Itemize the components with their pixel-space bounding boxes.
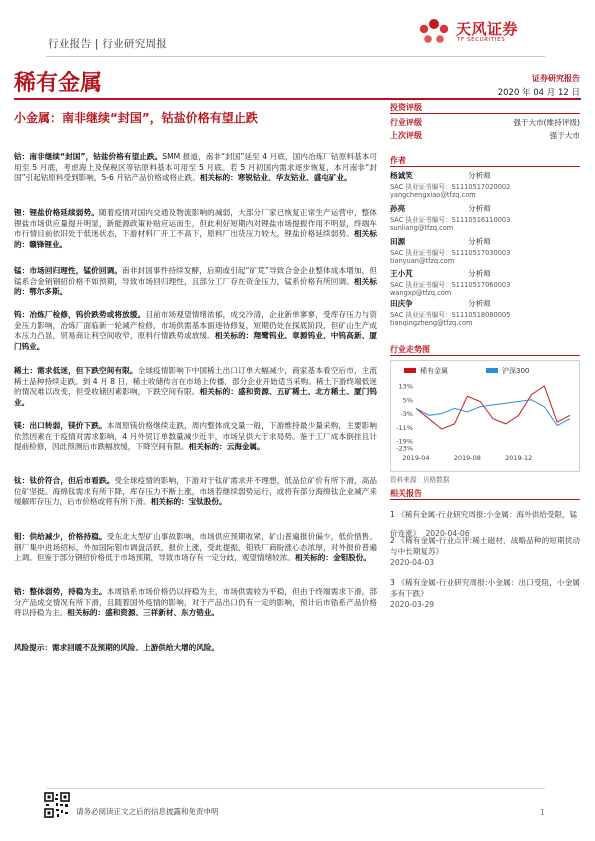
- industry-title: 稀有金属: [14, 71, 103, 96]
- risk-warning: [14, 643, 377, 654]
- disclaimer-notice[interactable]: 请务必阅读正文之后的信息披露和免责申明: [76, 807, 219, 816]
- chart-source: 资料来源：贝格数据: [390, 476, 450, 484]
- x-tick-label: 2019-12: [505, 454, 533, 462]
- paragraph-lead: 稀土：需求低迷，但下跌空间有限。: [14, 366, 138, 375]
- authors-title: 作者: [390, 156, 406, 165]
- related-stocks-label: 相关标的：: [294, 553, 333, 563]
- author-role: 分析师: [468, 237, 491, 246]
- paragraph-tungsten: [14, 310, 377, 352]
- related-stocks: 云海金属。: [226, 442, 265, 452]
- paragraph-manganese: [14, 266, 377, 298]
- paragraph-lead: 钛：钛价符合，但后市看跌。: [14, 476, 115, 485]
- related-stocks: 赣锋锂业。: [29, 239, 68, 249]
- paragraph-body: 受全球疫情的影响，下游对于钛矿需求并不理想，低品位矿价有所下滑，高品位矿坚挺。海绵钛需求有所下降，库存压力不断上涨，市场若继续弱势运行，或将有部分海绵钛企业减产来缓解库存压力，后市价格或将有所下滑。: [14, 476, 378, 507]
- industry-trend-chart: [390, 360, 580, 472]
- report-title: 小金属：南非继续“封国”，钴盐价格有望止跌: [14, 111, 258, 125]
- paragraph-lead: 钨：冶炼厂检修，钨价跌势或将放缓。: [14, 310, 146, 319]
- paragraph-body: 本周原镁价格继续走跌，周内整体成交量一般，下游维持最少量采购，主要影响依然因素在于疫情对需求影响，4 月外贸订单数量减少近半，市场呈供大于求局势。鉴于工厂成本倒挂且计提前检修，因此预测后市跌幅放缓，下降空间有限。: [14, 421, 377, 452]
- author-cert: SAC 执业证书编号：S1110518080005: [390, 311, 511, 319]
- paragraph-body: 随着疫情对国内交通及物流影响的减弱，大部分厂家已恢复正常生产运营中，整体锂盐市场供应量提升明显，新能源政策补贴应运而生，但此利好短期内对锂盐市场提振作用不明显，终端车市行情目前依旧处于低迷状态，下游材料厂开工不高下，原料厂出货压力较大，锂盐价格延续弱势。: [14, 208, 378, 239]
- y-tick-label: -23%: [396, 444, 413, 453]
- paragraph-body: 受东北大型矿山事故影响，市场供应预期收紧，矿山普遍报价偏少，低价惜售。钢厂集中进场招标，外加国际钼市调盘活跃，报价上涨，受此提振，钼铁厂商盼涨心态浓厚，对外报价普遍上调。但鉴于部分钢招价格低于市场预期，导致市场存有一定分歧，观望情绪较浓。: [14, 532, 377, 563]
- author-role: 分析师: [468, 299, 491, 308]
- report-type: 证券研究报告: [532, 74, 580, 83]
- related-stocks-label: 相关标的：: [14, 276, 377, 297]
- logo-text-en: TF SECURITIES: [457, 37, 506, 43]
- related-stocks-label: 相关标的：: [67, 608, 106, 618]
- y-tick-label: -19%: [396, 437, 413, 446]
- header-red-rule: [14, 98, 581, 100]
- risk-label: 风险提示：: [14, 643, 52, 652]
- paragraph-rare-earth: [14, 366, 377, 408]
- rating-value-previous: 强于大市: [549, 131, 580, 140]
- paragraph-lead: 锰：市场回归理性，锰价回调。: [14, 266, 123, 275]
- related-stocks: 宝钛股份。: [188, 497, 227, 507]
- paragraph-titanium: [14, 476, 377, 508]
- page-number: 1: [540, 808, 545, 817]
- related-report-date: 2020-04-03: [390, 557, 435, 567]
- qr-code-icon: [44, 792, 70, 818]
- x-tick-label: 2019-04: [402, 454, 430, 462]
- footer-divider: [46, 788, 545, 789]
- legend-label-series-0: 稀有金属: [420, 367, 448, 375]
- related-report-title[interactable]: 2 《稀有金属-行业点评:稀土磁材，战略品种的短期扰动与中长期复苏》: [390, 536, 580, 556]
- related-report-item[interactable]: [390, 536, 580, 567]
- related-stocks-label: 相关标的：: [199, 387, 239, 397]
- legend-swatch-series-0: [404, 368, 416, 373]
- author-card: [390, 236, 580, 272]
- paragraph-lead: 钴：南非继续“封国”，钴盐价格有望止跌。: [14, 152, 163, 161]
- rating-label-industry: 行业评级: [390, 118, 422, 127]
- author-email[interactable]: sunliang@tfzq.com: [390, 224, 454, 232]
- author-email[interactable]: yangchengxiao@tfzq.com: [390, 191, 476, 199]
- author-card: [390, 298, 580, 334]
- paragraph-body: 本周锆系市场价格仍以持稳为主，市场供需较为平稳，但由于终端需求下滑，部分产品成交情况有所下滑，且随着国外疫情的影响，对于产品出口仍有一定的影响，预计后市锆系产品价格将以持稳为主。: [14, 587, 377, 618]
- related-stocks-label: 相关标的：: [188, 442, 227, 452]
- author-email[interactable]: tianyuan@tfzq.com: [390, 257, 455, 265]
- author-name: 孙亮: [390, 204, 406, 213]
- report-date: 2020 年 04 月 12 日: [497, 88, 580, 98]
- related-stocks-label: 相关标的：: [150, 497, 189, 507]
- paragraph-lead: 锆：整体弱势，持稳为主。: [14, 587, 107, 596]
- author-cert: SAC 执业证书编号：S1110517020002: [390, 183, 511, 191]
- rating-label-previous: 上次评级: [390, 131, 422, 140]
- related-stocks: 寒锐钴业、华友钴业、盛屯矿业。: [237, 173, 352, 183]
- author-card: [390, 203, 580, 239]
- paragraph-body: 目前市场观望情绪浓郁，成交冷清，企业新单寥寥，受库存压力与资金压力影响，冶炼厂面临新一轮减产检修，市场供需基本面逐待修复，短期仍处在探底阶段，但矿山生产成本压力凸显，贸易商让利空间收窄，原料行情跌势或放缓。: [14, 310, 377, 341]
- legend-swatch-series-1: [486, 368, 498, 373]
- author-card: [390, 170, 580, 206]
- y-tick-label: 5%: [402, 396, 413, 405]
- related-stocks: 金钼股份。: [332, 553, 371, 563]
- related-rule: [390, 499, 580, 500]
- related-report-date: 2020-04-06: [425, 529, 470, 538]
- rating-value-industry: 强于大市(维持评级): [513, 118, 580, 127]
- x-tick-label: 2019-08: [453, 454, 481, 462]
- related-report-title[interactable]: 1 《稀有金属-行业研究周报:小金属：海外供给受限，锰价连涨》: [390, 510, 578, 538]
- logo-flower-icon: [414, 16, 454, 50]
- paragraph-lithium: [14, 208, 377, 250]
- related-stocks: 翔鹭钨业、章源钨业、中钨高新、厦门钨业。: [14, 331, 378, 351]
- rating-rule: [390, 113, 580, 114]
- paragraph-lead: 锂：锂盐价格延续弱势。: [14, 208, 99, 217]
- authors-rule: [390, 166, 580, 167]
- related-report-item[interactable]: [390, 502, 580, 540]
- author-name: 田庆争: [390, 299, 413, 308]
- related-stocks: 鄂尔多斯。: [29, 287, 68, 297]
- paragraph-cobalt: [14, 152, 377, 184]
- logo-text-cn: 天风证券: [456, 20, 519, 38]
- related-report-title[interactable]: 3 《稀有金属-行业研究周报:小金属：出口受阻，小金属多有下跌》: [390, 578, 580, 598]
- author-cert: SAC 执业证书编号：S1110517060003: [390, 281, 511, 289]
- related-stocks-label: 相关标的：: [14, 229, 377, 249]
- author-email[interactable]: wangxp@tfzq.com: [390, 289, 452, 297]
- author-role: 分析师: [468, 204, 491, 213]
- rating-title: 投资评级: [390, 103, 422, 112]
- risk-text: 需求回暖不及预期的风险、上游供给大增的风险。: [51, 643, 220, 652]
- header-divider: [46, 56, 545, 57]
- author-cert: SAC 执业证书编号：S1110517030003: [390, 249, 511, 257]
- paragraph-magnesium: [14, 421, 377, 453]
- author-email[interactable]: tianqingzheng@tfzq.com: [390, 319, 473, 327]
- y-tick-label: -3%: [400, 410, 413, 419]
- related-stocks-label: 相关标的：: [199, 173, 238, 183]
- author-role: 分析师: [468, 171, 491, 180]
- trend-rule: [390, 355, 580, 356]
- y-tick-label: -11%: [396, 423, 413, 432]
- paragraph-body: 南非封国事件持续发酵，后期或引起“矿荒”导致合金企业整体成本增加，但锰系合金销钢招价格不如预期，导致市场回归理性，且部分工厂存在资金压力，锰系价格有所回调。: [14, 266, 377, 286]
- report-category: 行业报告 | 行业研究周报: [48, 38, 168, 50]
- author-cert: SAC 执业证书编号：S1110516110003: [390, 216, 511, 224]
- related-report-date: 2020-03-29: [390, 599, 435, 609]
- paragraph-lead: 镁：出口转弱，镁价下跌。: [14, 421, 107, 430]
- author-name: 杨诚笑: [390, 171, 413, 180]
- related-stocks: 盛和资源、五矿稀土、北方稀土、厦门钨业。: [14, 387, 378, 407]
- legend-label-series-1: 沪深300: [502, 367, 530, 375]
- y-tick-label: 13%: [398, 382, 413, 391]
- paragraph-zirconium: [14, 587, 377, 619]
- paragraph-lead: 钼：供给减少，价格持稳。: [14, 532, 107, 541]
- trend-title: 行业走势图: [390, 345, 430, 354]
- author-name: 田源: [390, 237, 406, 246]
- related-title: 相关报告: [390, 489, 422, 498]
- related-stocks: 盛和资源、三祥新材、东方锆业。: [105, 608, 220, 618]
- related-report-item[interactable]: [390, 578, 580, 609]
- author-name: 王小芃: [390, 269, 413, 278]
- paragraph-body: 全球疫情影响下中国稀土出口订单大幅减少，商家基本看空后市，主流稀土品种持续走跌。到 4 月 8 日，稀土收储传言在市场上传播，部分企业开始适当采购。稀土下游终端低迷的情况难以改变，但受收储因素影响，下跌空间有限。: [14, 366, 378, 397]
- paragraph-molybdenum: [14, 532, 377, 564]
- related-stocks-label: 相关标的：: [214, 331, 254, 341]
- paragraph-body: SMM 报道，南非“封国”延至 4 月底，国内冶炼厂钴原料基本可用至 5 月底，考虑海上及保税区等钴原料基本可用至 5 月底。若 5 月初国内需求逐步恢复，本月南非“封国”引起钴原料受到影响，5-6 月钴产品价格或将止跌。: [14, 152, 377, 183]
- author-role: 分析师: [468, 269, 491, 278]
